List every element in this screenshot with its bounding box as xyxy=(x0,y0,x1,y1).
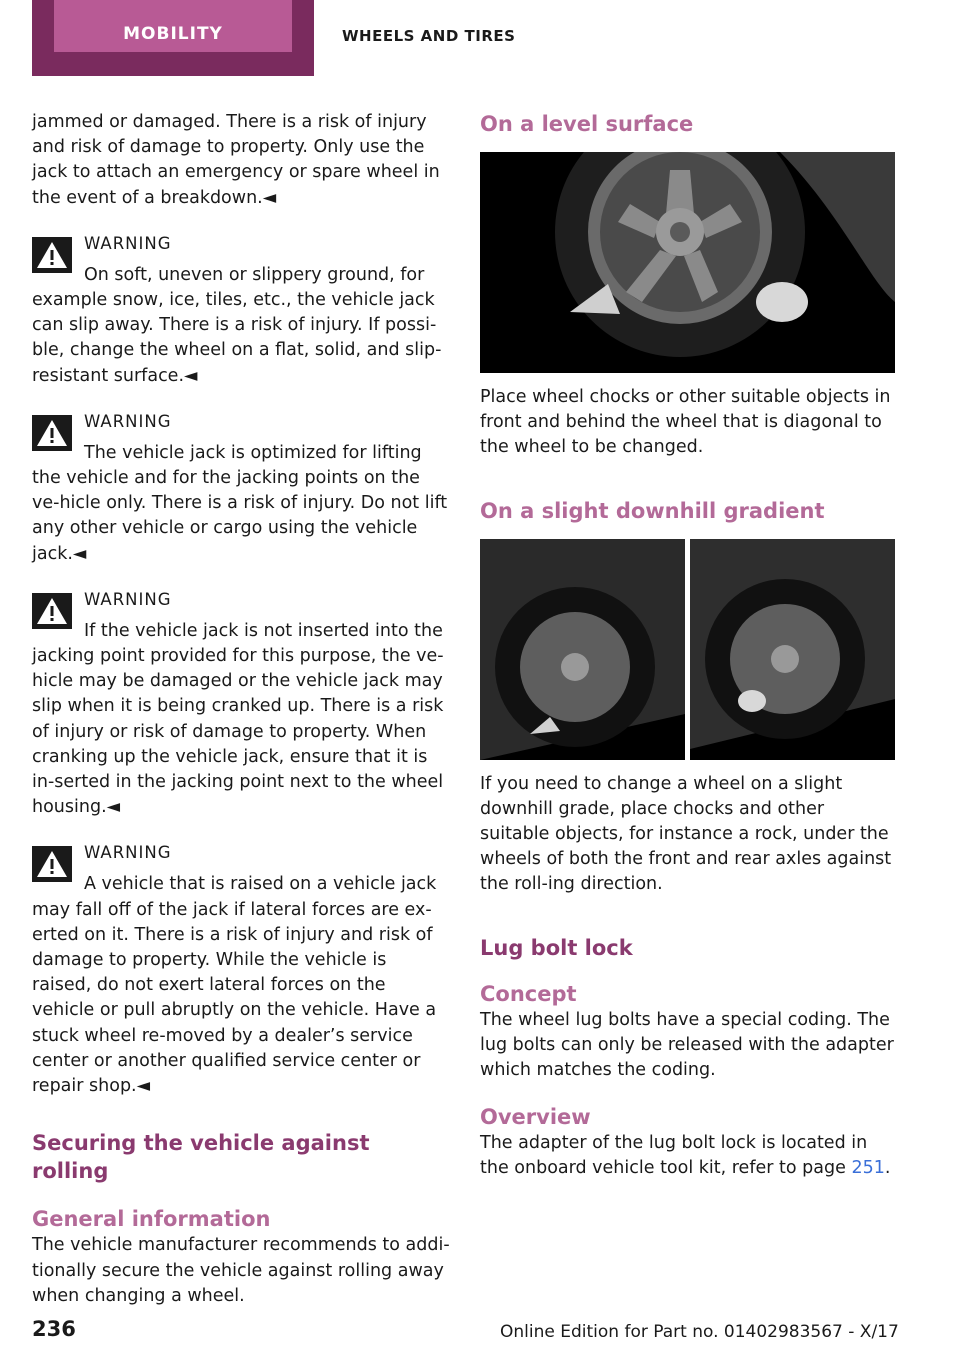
overview-paragraph xyxy=(480,1131,898,1181)
page-header xyxy=(0,0,960,80)
warning-title: WARNING xyxy=(84,411,172,431)
concept-text: The wheel lug bolts have a special coding. The lug bolts can only be released with the adapter which matches the coding. xyxy=(480,1009,894,1081)
warning-triangle-icon xyxy=(32,846,72,882)
page-number: 236 xyxy=(32,1317,76,1341)
warning-block xyxy=(32,411,450,567)
downhill-image xyxy=(480,539,895,760)
general-info-text: The vehicle manufacturer recommends to addi-tionally secure the vehicle against rolling away when changing a wheel. xyxy=(32,1235,450,1306)
warning-title: WARNING xyxy=(84,843,172,863)
warning-triangle-icon xyxy=(32,593,72,629)
concept-heading: Concept xyxy=(480,981,577,1006)
left-column xyxy=(32,110,450,1309)
downhill-heading: On a slight downhill gradient xyxy=(480,498,825,523)
warning-text: A vehicle that is raised on a vehicle jack may fall off of the jack if lateral forces are ex-erted on it. There is a risk of injury and risk of damage to property. While the vehicle is raised, do not exert lateral forces on the vehicle or pull abruptly on the vehicle. Have a stuck wheel re-moved by a dealer’s service center or another qualified service center or repair shop.◄ xyxy=(32,874,437,1097)
level-surface-heading: On a level surface xyxy=(480,112,694,136)
level-surface-text: Place wheel chocks or other suitable objects in front and behind the wheel that is diagonal to the wheel to be changed. xyxy=(480,387,891,458)
warning-text: The vehicle jack is optimized for lifting the vehicle and for the jacking points on the ve-hicle only. There is a risk of injury. Do not lift any other vehicle or cargo using the vehicle jack.◄ xyxy=(32,442,448,564)
warning-text: On soft, uneven or slippery ground, for example snow, ice, tiles, etc., the vehicle jack can slip away. There is a risk of injury. If possi-ble, change the wheel on a flat, solid, and slip-resistant surface.◄ xyxy=(32,264,442,386)
sub-heading: General information xyxy=(32,1207,271,1232)
right-column xyxy=(480,110,898,1182)
warning-title: WARNING xyxy=(84,589,172,609)
warning-text: If the vehicle jack is not inserted into the jacking point provided for this purpose, the ve-hicle may be damaged or the vehicle jack may slip when it is being cranked up. There is a risk of injury or risk of damage to property. When cranking up the vehicle jack, ensure that it is in-serted in the jacking point next to the wheel housing.◄ xyxy=(32,620,444,818)
overview-heading: Overview xyxy=(480,1105,591,1130)
warning-triangle-icon xyxy=(32,237,72,273)
warning-block xyxy=(32,233,450,389)
edition-footer: Online Edition for Part no. 01402983567 - X/17 xyxy=(500,1322,899,1342)
section-heading: Securing the vehicle against rolling xyxy=(32,1131,370,1184)
section-tab[interactable] xyxy=(32,0,314,76)
chapter-tab[interactable]: WHEELS AND TIRES xyxy=(342,27,516,45)
overview-text: The adapter of the lug bolt lock is located in the onboard vehicle tool kit, refer to page xyxy=(480,1133,868,1179)
wheel-with-chocks-illustration xyxy=(480,152,895,373)
warning-block xyxy=(32,589,450,821)
level-surface-image xyxy=(480,152,895,373)
warning-title: WARNING xyxy=(84,233,172,253)
intro-paragraph: jammed or damaged. There is a risk of injury and risk of damage to property. Only use the jack to attach an emergency or spare wheel in the event of a breakdown.◄ xyxy=(32,112,440,208)
downhill-wheels-illustration xyxy=(480,539,895,760)
warning-block xyxy=(32,842,450,1099)
warning-triangle-icon xyxy=(32,415,72,451)
downhill-text: If you need to change a wheel on a slight downhill grade, place chocks and other suitable objects, for instance a rock, under the wheels of both the front and rear axles against the roll-ing direction. xyxy=(480,773,892,895)
section-tab-label: MOBILITY xyxy=(54,0,292,52)
page-reference-link[interactable]: 251 xyxy=(851,1158,885,1179)
lug-bolt-heading: Lug bolt lock xyxy=(480,935,633,960)
overview-end: . xyxy=(884,1158,891,1179)
